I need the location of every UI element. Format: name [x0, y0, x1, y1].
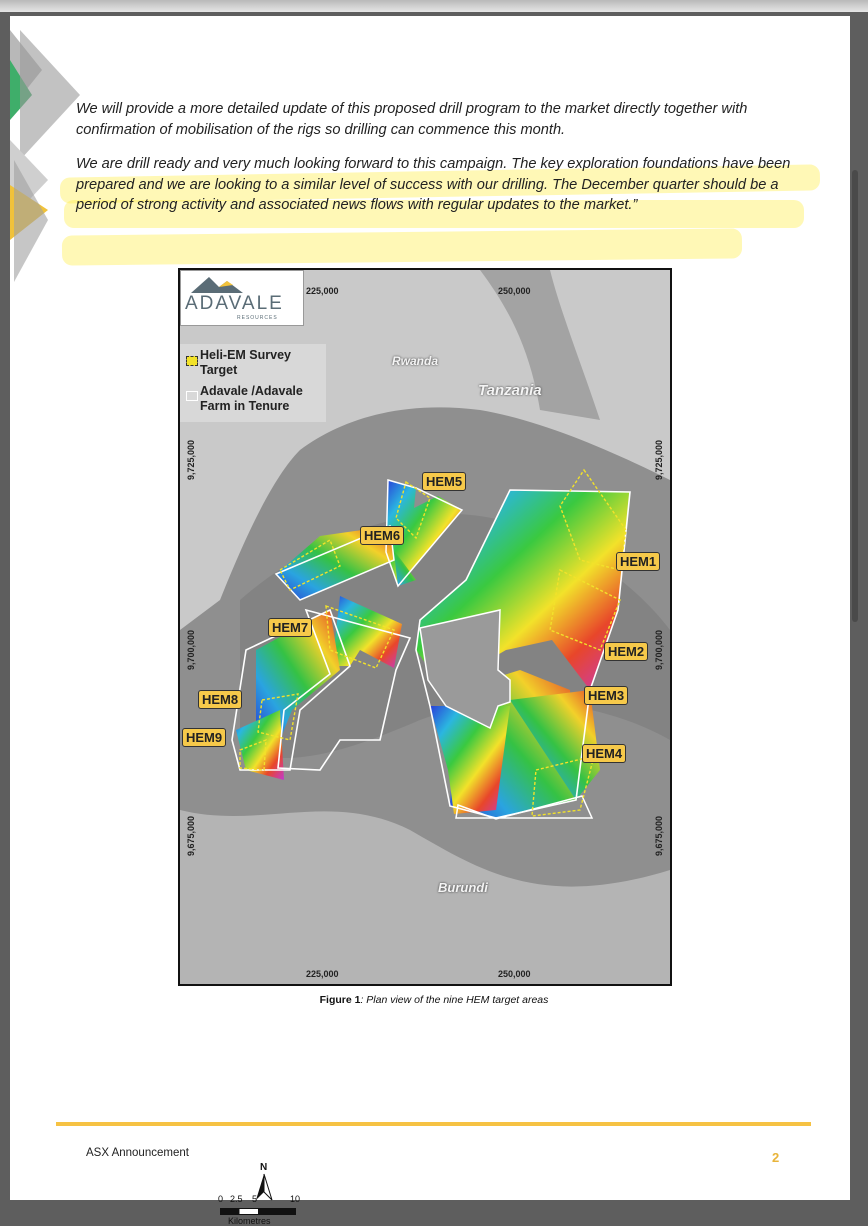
scale-tick-5: 5	[252, 1194, 258, 1204]
body-text	[76, 99, 796, 230]
caption-prefix: Figure 1	[319, 994, 361, 1006]
right-tick-9700000: 9,700,000	[654, 629, 664, 670]
survey-target-swatch	[186, 356, 198, 366]
label-burundi: Burundi	[438, 880, 488, 895]
label-tanzania: Tanzania	[478, 382, 542, 399]
top-tick-225000: 225,000	[306, 286, 339, 296]
adavale-logo	[180, 270, 304, 326]
figure-caption	[0, 994, 868, 1006]
logo-name: ADAVALE	[185, 293, 284, 314]
footer-rule	[56, 1122, 811, 1126]
hem2-label: HEM2	[604, 642, 648, 661]
footer-label: ASX Announcement	[86, 1147, 189, 1159]
viewer-top-bar	[0, 0, 868, 12]
paragraph-1: We will provide a more detailed update of this proposed drill program to the market directly together with confirmation of mobilisation of the rigs so drilling can commence this month.	[76, 101, 748, 138]
scale-tick-10: 10	[290, 1194, 301, 1204]
scale-ticks	[216, 1194, 326, 1204]
scale-unit: Kilometres	[228, 1216, 271, 1226]
logo-subtitle: RESOURCES	[237, 315, 278, 321]
left-tick-9675000: 9,675,000	[186, 815, 196, 856]
north-label: N	[260, 1162, 268, 1173]
right-tick-9675000: 9,675,000	[654, 815, 664, 856]
page-number: 2	[772, 1150, 780, 1165]
hem4-label: HEM4	[582, 744, 626, 763]
legend-tenure-label: Adavale /Adavale Farm in Tenure	[200, 384, 303, 413]
hem6-label: HEM6	[360, 526, 404, 545]
hem9-label: HEM9	[182, 728, 226, 747]
scale-tick-0: 0	[218, 1194, 224, 1204]
hem3-label: HEM3	[584, 686, 628, 705]
bottom-tick-225000: 225,000	[306, 969, 339, 979]
paragraph-2: We are drill ready and very much looking forward to this campaign. The key exploration foundations have been prepared and we are looking to a similar level of success with our drilling. The December quarter should be a period of strong activity and associated news flows with regular updates to the market.”	[76, 156, 791, 213]
left-tick-9700000: 9,700,000	[186, 629, 196, 670]
bottom-tick-250000: 250,000	[498, 969, 531, 979]
hem1-label: HEM1	[616, 552, 660, 571]
hem5-label: HEM5	[422, 472, 466, 491]
logo-mark-icon	[189, 273, 245, 295]
top-tick-250000: 250,000	[498, 286, 531, 296]
scale-tick-2-5: 2.5	[230, 1194, 243, 1204]
left-tick-9725000: 9,725,000	[186, 439, 196, 480]
tenure-swatch	[186, 391, 198, 401]
hem7-label: HEM7	[268, 618, 312, 637]
scrollbar[interactable]	[852, 170, 858, 622]
map-legend	[180, 344, 326, 422]
hem8-label: HEM8	[198, 690, 242, 709]
caption-text: : Plan view of the nine HEM target areas	[360, 994, 549, 1006]
label-rwanda: Rwanda	[392, 354, 439, 368]
legend-survey-label: Heli-EM Survey Target	[200, 348, 292, 377]
scale-bar	[220, 1208, 296, 1215]
right-tick-9725000: 9,725,000	[654, 439, 664, 480]
